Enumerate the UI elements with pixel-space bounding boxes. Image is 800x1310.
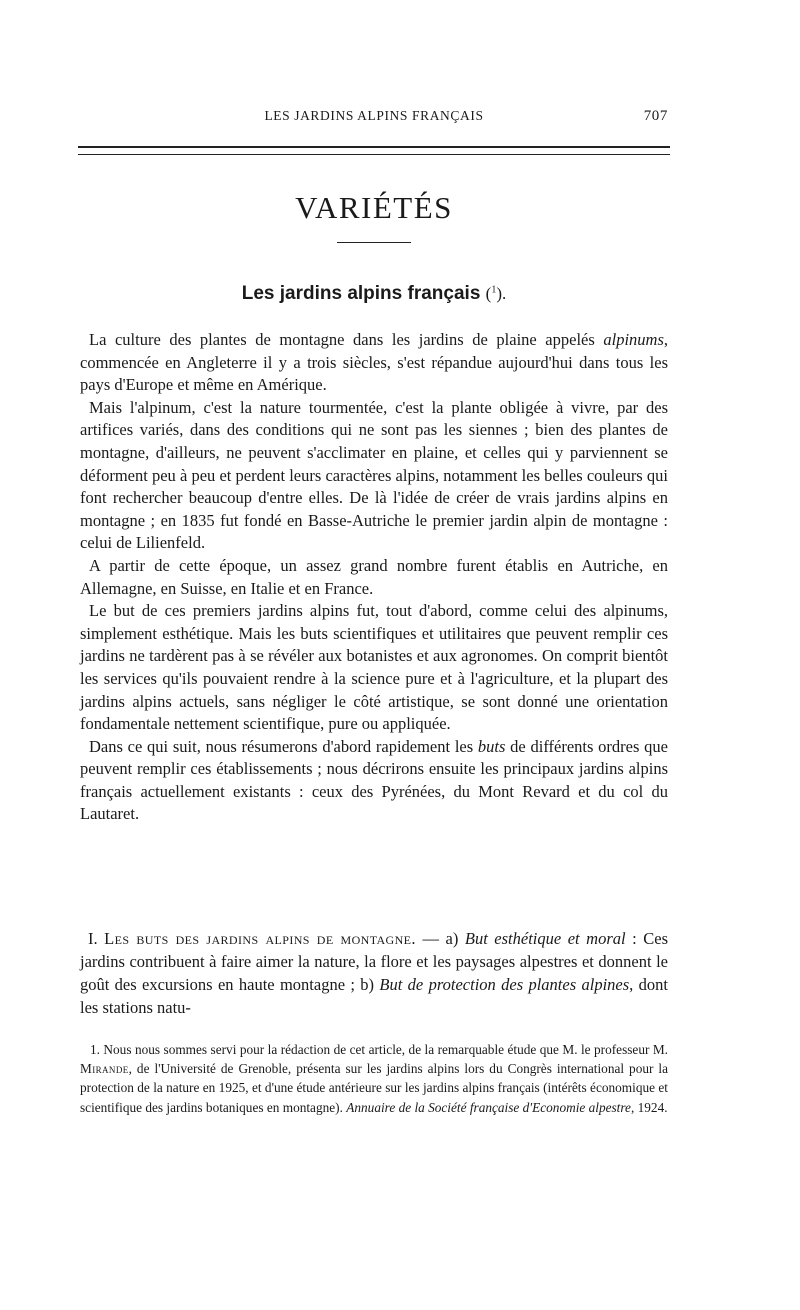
footnote [80,1040,668,1117]
paragraph-2: Mais l'alpinum, c'est la nature tourmentée, c'est la plante obligée à vivre, par des artifices variés, dans des conditions qui ne sont pas les siennes ; bien des plantes de montagne, d'ailleurs, ne peuvent s'acclimater en plaine, et celles qui y parviennent se déforment peu à peu et perdent leurs caractères alpins, notamment les belles couleurs qui font rechercher beaucoup d'entre elles. De là l'idée de créer de vrais jardins alpins en montagne ; en 1835 fut fondé en Basse-Autriche le premier jardin alpin de montagne : celui de Lilienfeld. [80,397,668,553]
header-double-rule [78,146,670,155]
subsection-a-title: But esthétique et moral [464,929,626,948]
article-body [80,329,668,826]
subsection-a-text: : Ces jardins contribuent à faire aimer la nature, la flore et les paysages alpestres et donnent le goût des excursions en haute montagne ; b) [80,929,668,994]
article-title-text: Les jardins alpins français [241,283,481,304]
paragraph-1-text-a: La culture des plantes de montagne dans les jardins de plaine appelés [89,330,604,349]
paragraph-5 [80,736,668,826]
subsection-dash: — a) [415,929,465,948]
footnote-year: , 1924. [630,1099,668,1115]
paragraph-4: Le but de ces premiers jardins alpins fut, tout d'abord, comme celui des alpinums, simplement esthétique. Mais les buts scientifiques et utilitaires que peuvent remplir ces jardins ne tardèrent pas à se révéler aux botanistes et aux agronomes. On comprit bientôt les services qu'ils pouvaient rendre à la science pure et à l'agriculture, et la plupart des jardins alpins actuels, sans négliger le côté artistique, se sont donné une orientation fondamentale nettement scientifique, pure ou appliquée. [80,601,668,734]
footnote-text-b: , de l'Université de Grenoble, présenta sur les jardins alpins lors du Congrès international pour la protection de la nature en 1925, et d'une étude antérieure sur les jardins alpins français (intérêts économique et scientifique des jardins botaniques en montagne). [80,1061,668,1115]
section-title: VARIÉTÉS [295,190,453,225]
subsection-b-title: But de protection des plantes alpines [379,975,630,994]
paragraph-1-text-c: , commencée en Angleterre il y a trois siècles, s'est répandue aujourd'hui dans tous les pays d'Europe et même en Amérique. [80,330,668,395]
title-rule [337,242,411,243]
page-number: 707 [643,108,668,124]
footnote-paragraph [80,1040,668,1117]
paragraph-3: A partir de cette époque, un assez grand nombre furent établis en Autriche, en Allemagne, en Suisse, en Italie et en France. [80,555,668,598]
article-title [80,283,668,305]
subsection-numeral: I. [88,929,98,948]
footnote-reference: ($^1$). [485,284,507,303]
footnote-reference-number: 1 [491,284,497,296]
footnote-author-name: Mirande [80,1061,129,1077]
footnote-source-title: Annuaire de la Société française d'Economie alpestre [346,1099,631,1115]
running-head-title: LES JARDINS ALPINS FRANÇAIS [264,108,484,123]
paragraph-1 [80,329,668,397]
paragraph-5-italic: buts [477,736,506,756]
paragraph-5-text-a: Dans ce qui suit, nous résumerons d'abord rapidement les [89,736,478,756]
subsection-1 [80,927,668,1019]
subsection-1-paragraph [80,927,668,1019]
subsection-b-text: , dont les stations natu- [80,975,668,1017]
subsection-heading: Les buts des jardins alpins de montagne. [104,929,416,948]
paragraph-5-text-c: de différents ordres que peuvent remplir ces établissements ; nous décrirons ensuite les principaux jardins alpins français actuellement existants : ceux des Pyrénées, du Mont Revard et du col du Lautaret. [80,736,668,824]
running-head [80,108,668,130]
footnote-number: 1. [90,1042,100,1057]
paragraph-1-italic: alpinums [603,330,664,349]
footnote-text-a: Nous nous sommes servi pour la rédaction de cet article, de la remarquable étude que M. le professeur M. [99,1042,668,1057]
